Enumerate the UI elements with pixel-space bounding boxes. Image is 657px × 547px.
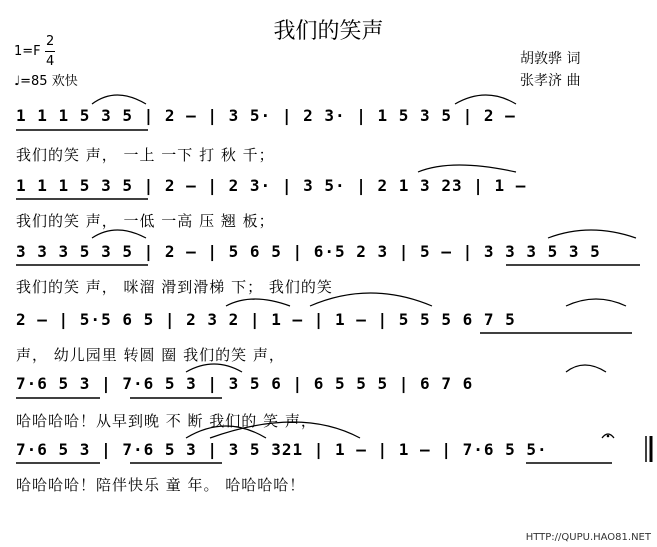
- watermark: HTTP://QUPU.HAO81.NET: [525, 532, 651, 543]
- slur-8: [566, 299, 626, 306]
- lyrics-row-1: 我们的笑 声， 一上 一下 打 秋 千；: [16, 146, 275, 164]
- slur-1: [92, 95, 146, 104]
- slur-11: [186, 426, 266, 438]
- time-signature-top: 2: [46, 34, 55, 49]
- lyrics-row-4: 声， 幼儿园里 转圆 圈 我们的笑 声，: [16, 346, 285, 364]
- slur-5: [548, 230, 636, 238]
- notation-row-6: 7·6 5 3 | 7·6 5 3 | 3 5 321 | 1 — | 1 — | 7·6 5 5·: [16, 440, 548, 459]
- notation-row-2: 1 1 1 5 3 5 | 2 — | 2 3· | 3 5· | 2 1 3 23 | 1 —: [16, 176, 527, 195]
- lyrics-row-6: 哈哈哈哈！陪伴快乐 童 年。 哈哈哈哈！: [16, 476, 306, 494]
- composer-credit: 张孝济 曲: [520, 73, 581, 89]
- slur-4: [92, 230, 146, 238]
- lyrics-row-2: 我们的笑 声， 一低 一高 压 翘 板；: [16, 212, 275, 230]
- key-signature: 1=F: [14, 44, 41, 59]
- time-signature-bottom: 4: [46, 54, 55, 69]
- tempo-marking: ♩=85 欢快: [14, 74, 78, 89]
- lyricist-credit: 胡敦骅 词: [520, 51, 581, 67]
- page-title: 我们的笑声: [273, 19, 384, 44]
- notation-row-5: 7·6 5 3 | 7·6 5 3 | 3 5 6 | 6 5 5 5 | 6 7 6: [16, 374, 474, 393]
- slur-12: [210, 422, 360, 438]
- slur-7: [310, 293, 432, 306]
- slur-2: [455, 95, 516, 104]
- slur-9: [186, 364, 242, 372]
- notation-row-1: 1 1 1 5 3 5 | 2 — | 3 5· | 2 3· | 1 5 3 5 | 2 —: [16, 106, 516, 125]
- lyrics-row-5: 哈哈哈哈！从早到晚 不 断 我们的 笑 声，: [16, 412, 317, 430]
- slur-3: [418, 165, 516, 172]
- notation-row-4: 2 — | 5·5 6 5 | 2 3 2 | 1 — | 1 — | 5 5 5 6 7 5: [16, 310, 516, 329]
- lyrics-row-3: 我们的笑 声， 咪溜 滑到滑梯 下； 我们的笑: [16, 278, 333, 296]
- notation-row-3: 3 3 3 5 3 5 | 2 — | 5 6 5 | 6·5 2 3 | 5 — | 3 3 3 5 3 5: [16, 242, 601, 261]
- slur-10: [566, 365, 606, 372]
- slur-6: [226, 299, 290, 306]
